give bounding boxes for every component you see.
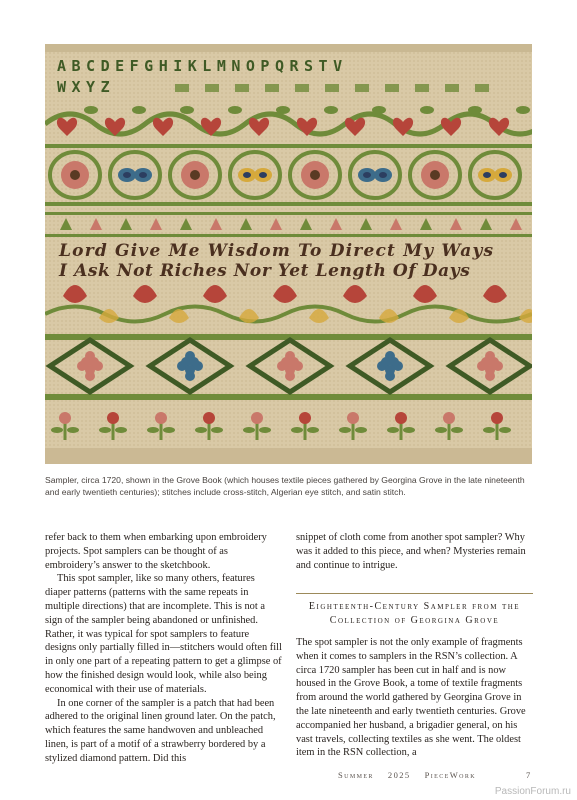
eye-center (483, 172, 491, 178)
leaf-motif (259, 427, 271, 433)
grape-cluster (385, 365, 395, 375)
grape-cluster (185, 365, 195, 375)
sampler-illustration (45, 44, 532, 464)
sampler-photo (45, 44, 532, 464)
footer-year: 2025 (387, 770, 411, 780)
small-motif (445, 84, 459, 92)
leaf-motif (147, 427, 159, 433)
eye-center (499, 172, 507, 178)
bottom-flower (59, 412, 71, 424)
leaf-motif (435, 427, 447, 433)
small-motif (475, 84, 489, 92)
frayed-top-edge (45, 44, 532, 52)
leaf-motif (483, 427, 495, 433)
bottom-flower (203, 412, 215, 424)
leaf-motif (420, 106, 434, 114)
small-motif (415, 84, 429, 92)
page-footer (338, 770, 476, 780)
leaf-motif (195, 427, 207, 433)
small-motif (265, 84, 279, 92)
bottom-flower (107, 412, 119, 424)
eye-center (259, 172, 267, 178)
small-motif (385, 84, 399, 92)
small-motif (205, 84, 219, 92)
bottom-flower (491, 412, 503, 424)
bottom-flower (251, 412, 263, 424)
eye-center (243, 172, 251, 178)
alphabet-row-2: WXYZ (57, 78, 116, 96)
flower-center (430, 170, 440, 180)
sidebar-body: The spot sampler is not the only example of fragments when it comes to samplers in the RSN’s collection. A circa 1720 sampler has been cut in half and is now housed in the Grove Book, a tome of textile fragments from around the world gathered by Georgina Grove in the late nineteenth and early twentieth centuries. Grove accompanied her husband, a brigadier general, on his vast travels, collecting textiles as she went. The oldest item in the RSN collection, a (296, 637, 526, 759)
leaf-motif (67, 427, 79, 433)
footer-magazine: PieceWork (424, 770, 476, 780)
verse-line-2: I Ask Not Riches Nor Yet Length Of Days (59, 261, 471, 281)
leaf-motif (387, 427, 399, 433)
leaf-motif (339, 427, 351, 433)
band-rule (45, 394, 532, 400)
leaf-motif (403, 427, 415, 433)
left-paragraph-2: This spot sampler, like so many others, features diaper patterns (patterns with the same repeats in multiple directions) that are incomplete. This is not a sign of the sampler being abandoned or unfinished. Rather, it was typical for spot samplers to feature designs only partially filled in—stitchers would often fill in only one part of a repeating pattern to get a glimpse of how the finished design would look, while also being economical with their use of materials. (45, 573, 282, 695)
alphabet-row-1: ABCDEFGHIKLMNOPQRSTV (57, 57, 348, 75)
sidebar-heading-text: Eighteenth-Century Sampler from the Collection of Georgina Grove (308, 601, 521, 626)
leaf-motif (291, 427, 303, 433)
verse-line-1: Lord Give Me Wisdom To Direct My Ways (59, 241, 495, 261)
flower-center (70, 170, 80, 180)
left-column (45, 531, 282, 766)
leaf-motif (51, 427, 63, 433)
leaf-motif (499, 427, 511, 433)
flower-center (190, 170, 200, 180)
leaf-motif (228, 106, 242, 114)
leaf-motif (99, 427, 111, 433)
figure-caption: Sampler, circa 1720, shown in the Grove Book (which houses textile pieces gathered by Georgina Grove in the late nineteenth and early twentieth centuries); stitches include cross-stitch, Algerian eye stitch, and satin stitch. (45, 475, 525, 497)
grape-cluster (285, 365, 295, 375)
watermark: PassionForum.ru (494, 786, 571, 797)
leaf-motif (372, 106, 386, 114)
leaf-motif (307, 427, 319, 433)
page-number: 7 (526, 770, 532, 780)
leaf-motif (243, 427, 255, 433)
leaf-motif (451, 427, 463, 433)
band-rule (45, 144, 532, 148)
eye-center (139, 172, 147, 178)
small-motif (355, 84, 369, 92)
band-rule (45, 202, 532, 206)
small-motif (175, 84, 189, 92)
leaf-motif (180, 106, 194, 114)
band-rule (45, 212, 532, 215)
small-motif (325, 84, 339, 92)
bottom-flower (395, 412, 407, 424)
right-paragraph-1: snippet of cloth come from another spot sampler? Why was it added to this piece, and when? Mysteries remain and continue to intrigue. (296, 532, 526, 571)
grape-cluster (85, 365, 95, 375)
leaf-motif (84, 106, 98, 114)
eye-center (123, 172, 131, 178)
leaf-motif (211, 427, 223, 433)
band-rule (45, 234, 532, 237)
bottom-flower (347, 412, 359, 424)
right-column (296, 531, 533, 572)
eye-center (363, 172, 371, 178)
flower-center (310, 170, 320, 180)
bottom-flower (299, 412, 311, 424)
leaf-motif (276, 106, 290, 114)
footer-season: Summer (338, 770, 374, 780)
frayed-bottom-edge (45, 448, 532, 464)
leaf-motif (163, 427, 175, 433)
sidebar-heading (296, 600, 533, 628)
sidebar-rule (296, 593, 533, 594)
leaf-motif (468, 106, 482, 114)
grape-cluster (485, 365, 495, 375)
bottom-flower (443, 412, 455, 424)
left-paragraph-1: refer back to them when embarking upon embroidery projects. Spot samplers can be thought of as embroidery’s answer to the sketchbook. (45, 532, 267, 571)
stitched-verse (58, 241, 494, 281)
leaf-motif (324, 106, 338, 114)
small-motif (235, 84, 249, 92)
leaf-motif (355, 427, 367, 433)
bottom-flower (155, 412, 167, 424)
leaf-motif (132, 106, 146, 114)
eye-center (379, 172, 387, 178)
leaf-motif (115, 427, 127, 433)
small-motif (295, 84, 309, 92)
left-paragraph-3: In one corner of the sampler is a patch that had been adhered to the original linen ground later. On the patch, which features the same handwoven and unbleached linen, is part of a motif of a strawberry bordered by a stylized diamond pattern. Did this (45, 697, 276, 764)
leaf-motif (516, 106, 530, 114)
